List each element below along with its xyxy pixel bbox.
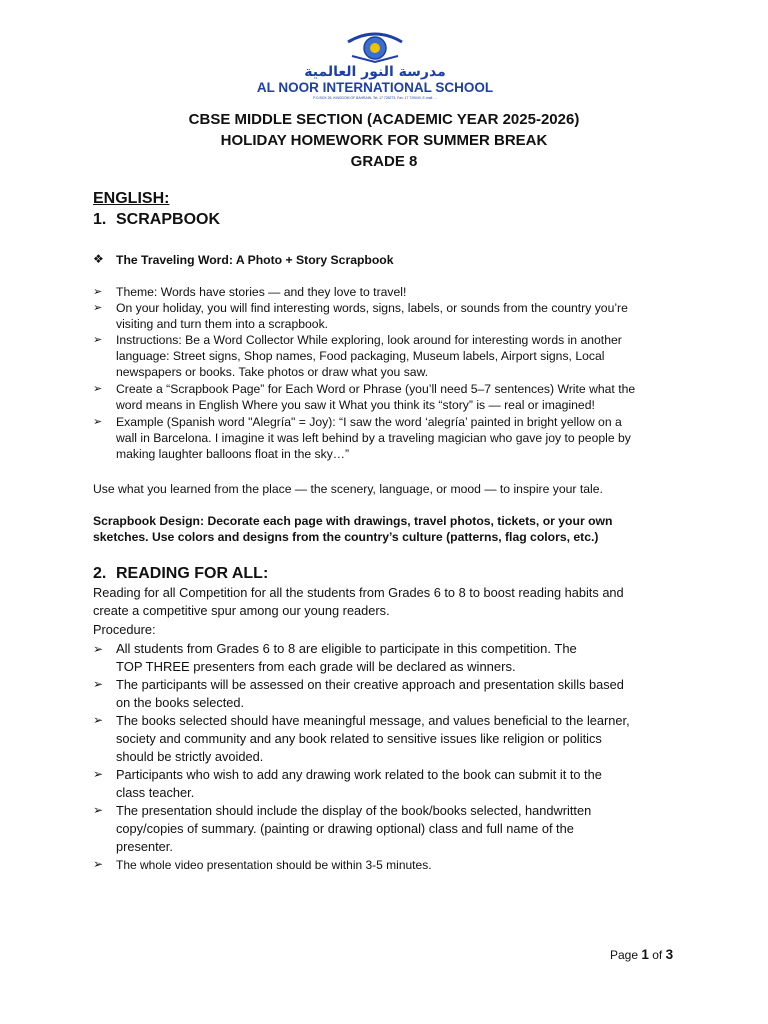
list-item: Example (Spanish word "Alegría" = Joy): “I saw the word ‘alegría’ painted in bright yellow on a wall in Barcelona. I imagine it was left behind by a traveling magician who gave joy to people by making laughter balloons float in the sky…” <box>116 415 631 461</box>
header-line-3: GRADE 8 <box>350 153 418 170</box>
list-item: The books selected should have meaningful message, and values beneficial to the learner, society and community and any book related to sensitive issues like religion or politics should be strictly avoided. <box>116 713 630 764</box>
list-item: Create a “Scrapbook Page” for Each Word or Phrase (you’ll need 5–7 sentences) Write what the word means in English Where you saw it What you think its “story” is — real or imagined! <box>116 382 636 412</box>
list-item: The participants will be assessed on their creative approach and presentation skills based on the books selected. <box>116 677 624 710</box>
page-number: Page 1 of 3 <box>610 947 674 962</box>
school-english-name: AL NOOR INTERNATIONAL SCHOOL <box>256 80 494 95</box>
list-item: All students from Grades 6 to 8 are eligible to participate in this competition. The TOP THREE presenters from each grade will be declared as winners. <box>116 641 577 674</box>
school-address: P.O.BOX 26, KINGDOM OF BAHRAIN, Tel: 17 728273, Fax: 17 729040, E-mail: ... <box>313 96 437 100</box>
scrapbook-subtitle: The Traveling Word: A Photo + Story Scrapbook <box>116 253 394 267</box>
list-item: On your holiday, you will find interesting words, signs, labels, or sounds from the country you’re visiting and turn them into a scrapbook. <box>116 301 628 331</box>
arrow-bullet-icon: ➢ <box>93 857 104 871</box>
procedure-label: Procedure: <box>93 622 156 637</box>
arrow-bullet-icon: ➢ <box>93 383 103 395</box>
section-2-number: 2. <box>93 565 107 582</box>
school-arabic-name: مدرسة النور العالمية <box>304 64 446 80</box>
list-item: The whole video presentation should be within 3-5 minutes. <box>116 858 432 872</box>
reading-intro: Reading for all Competition for all the students from Grades 6 to 8 to boost reading habits and create a competitive spur among our young readers. <box>93 585 624 618</box>
section-1-number: 1. <box>93 211 107 228</box>
arrow-bullet-icon: ➢ <box>93 803 104 817</box>
list-item: Theme: Words have stories — and they love to travel! <box>116 285 407 299</box>
section-1-title: SCRAPBOOK <box>116 211 221 228</box>
section-2-title: READING FOR ALL: <box>116 565 269 582</box>
arrow-bullet-icon: ➢ <box>93 286 103 298</box>
english-heading: ENGLISH: <box>93 190 170 207</box>
use-line: Use what you learned from the place — the scenery, language, or mood — to inspire your tale. <box>93 482 603 496</box>
design-note: Scrapbook Design: Decorate each page with drawings, travel photos, tickets, or your own sketches. Use colors and designs from the country’s culture (patterns, flag colors, etc.) <box>93 514 613 544</box>
school-logo <box>240 28 510 100</box>
header-line-2: HOLIDAY HOMEWORK FOR SUMMER BREAK <box>220 132 548 149</box>
arrow-bullet-icon: ➢ <box>93 334 103 346</box>
list-item: Instructions: Be a Word Collector While exploring, look around for interesting words in another language: Street signs, Shop names, Food packaging, Museum labels, Airport signs, Local newspapers or books. Take photos or draw what you saw. <box>116 333 622 379</box>
list-item: The presentation should include the display of the book/books selected, handwritten copy/copies of summary. (painting or drawing optional) class and full name of the presenter. <box>116 803 592 854</box>
arrow-bullet-icon: ➢ <box>93 416 103 428</box>
school-crest-icon <box>348 34 402 62</box>
arrow-bullet-icon: ➢ <box>93 642 104 656</box>
arrow-bullet-icon: ➢ <box>93 302 103 314</box>
arrow-bullet-icon: ➢ <box>93 767 104 781</box>
header-line-1: CBSE MIDDLE SECTION (ACADEMIC YEAR 2025-2026) <box>188 111 580 128</box>
diamond-bullet-icon: ❖ <box>93 252 104 266</box>
arrow-bullet-icon: ➢ <box>93 713 104 727</box>
arrow-bullet-icon: ➢ <box>93 677 104 691</box>
list-item: Participants who wish to add any drawing work related to the book can submit it to the class teacher. <box>116 767 602 800</box>
